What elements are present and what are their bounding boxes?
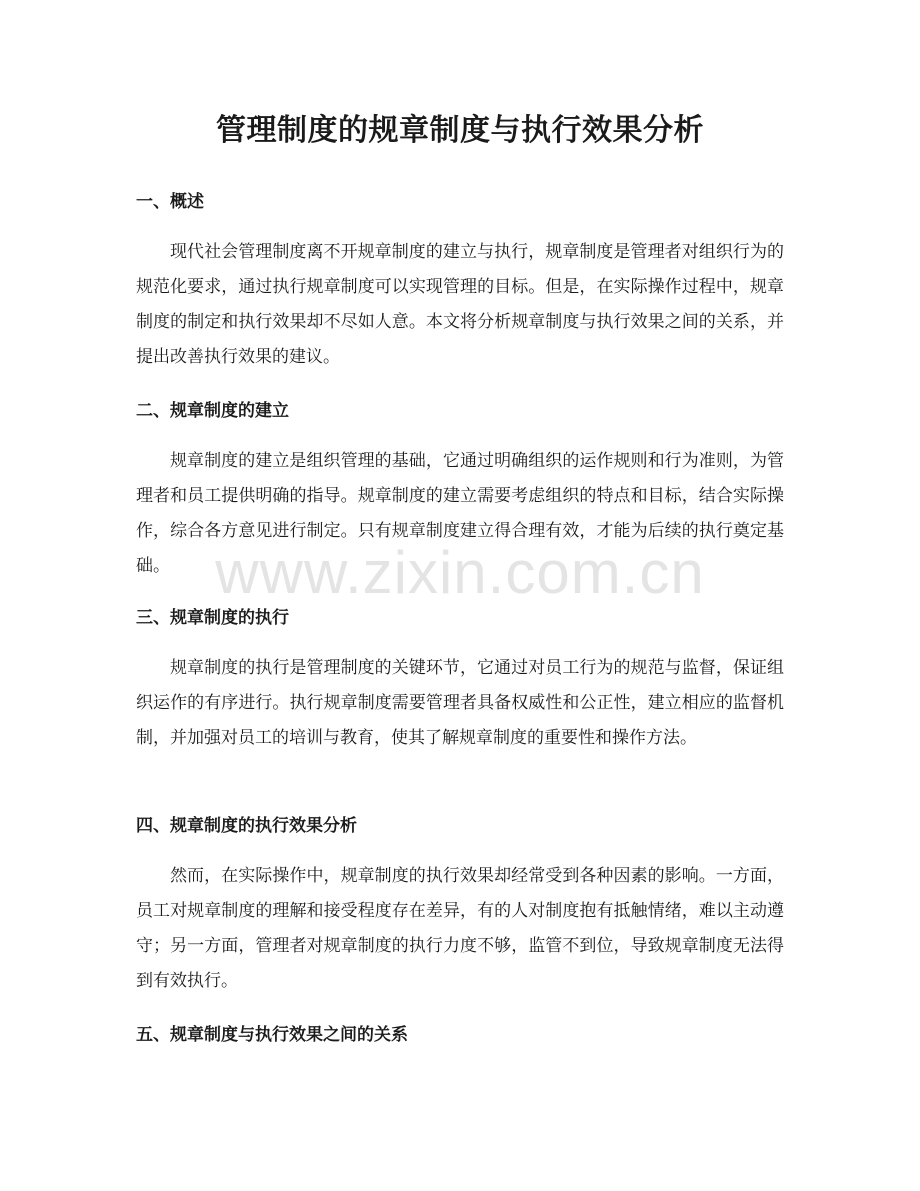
section-body-establishment: 规章制度的建立是组织管理的基础，它通过明确组织的运作规则和行为准则，为管理者和员工提供明确的指导。规章制度的建立需要考虑组织的特点和目标，结合实际操作，综合各方意见进行制定。只有规章制度建立得合理有效，才能为后续的执行奠定基础。 (136, 451, 784, 576)
section-heading-effect-analysis: 四、规章制度的执行效果分析 (136, 816, 357, 836)
section-heading-execution: 三、规章制度的执行 (136, 608, 289, 628)
section-heading-establishment: 二、规章制度的建立 (136, 401, 289, 421)
section-heading-overview: 一、概述 (136, 192, 204, 212)
section-heading-relationship: 五、规章制度与执行效果之间的关系 (136, 1025, 408, 1045)
section-body-effect-analysis: 然而，在实际操作中，规章制度的执行效果却经常受到各种因素的影响。一方面，员工对规章制度的理解和接受程度存在差异，有的人对制度抱有抵触情绪，难以主动遵守；另一方面，管理者对规章制度的执行力度不够，监管不到位，导致规章制度无法得到有效执行。 (136, 866, 784, 991)
document-title: 管理制度的规章制度与执行效果分析 (216, 113, 704, 148)
section-body-overview: 现代社会管理制度离不开规章制度的建立与执行，规章制度是管理者对组织行为的规范化要求，通过执行规章制度可以实现管理的目标。但是，在实际操作过程中，规章制度的制定和执行效果却不尽如人意。本文将分析规章制度与执行效果之间的关系，并提出改善执行效果的建议。 (136, 242, 784, 367)
section-body-execution: 规章制度的执行是管理制度的关键环节，它通过对员工行为的规范与监督，保证组织运作的有序进行。执行规章制度需要管理者具备权威性和公正性，建立相应的监督机制，并加强对员工的培训与教育，使其了解规章制度的重要性和操作方法。 (136, 658, 784, 748)
watermark: www.zixin.com.cn (215, 539, 705, 606)
